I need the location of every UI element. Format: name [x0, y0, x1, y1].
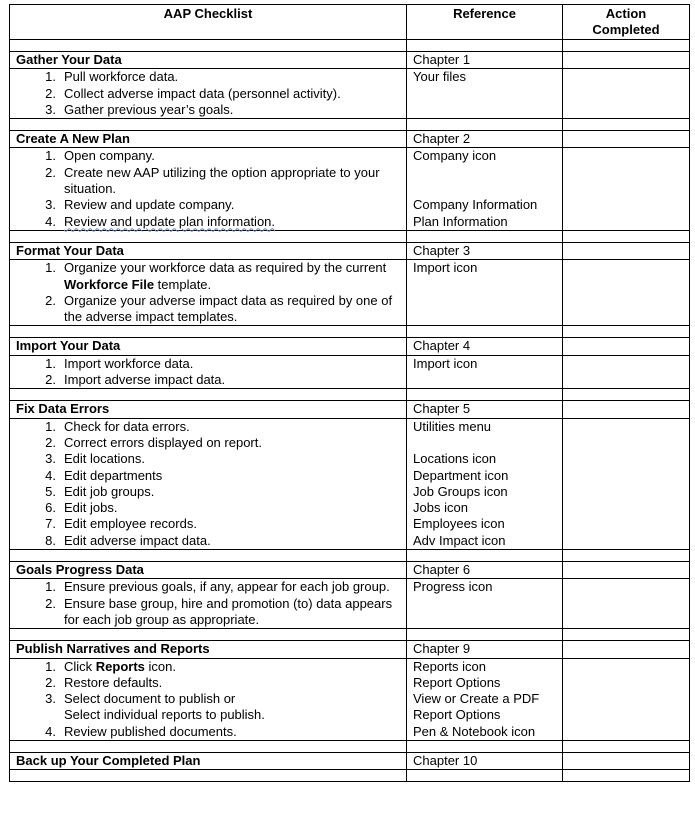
- step-number: 2.: [45, 434, 56, 450]
- chapter-reference: Chapter 4: [407, 338, 563, 355]
- section-title: Format Your Data: [10, 242, 407, 259]
- step-text: Select document to publish or: [64, 691, 236, 707]
- step-text: Restore defaults.: [64, 674, 163, 690]
- section-steps: [10, 355, 407, 389]
- step-item: [16, 468, 400, 484]
- reference-header: Reference: [407, 5, 563, 40]
- section-header-row: [10, 242, 690, 259]
- spacer-row: [10, 629, 690, 641]
- step-text: Click: [64, 658, 96, 674]
- section-steps: [10, 579, 407, 629]
- steps-list: [16, 69, 400, 118]
- action-completed-cell: [563, 401, 690, 418]
- checklist-body: [10, 40, 690, 782]
- step-number: 4.: [45, 213, 56, 229]
- reference-text: Locations icon: [413, 451, 497, 467]
- section-steps: [10, 658, 407, 740]
- step-text-bold: Reports: [95, 658, 145, 674]
- step-number: 1.: [45, 658, 56, 674]
- section-header-row: [10, 338, 690, 355]
- steps-list: [16, 260, 400, 325]
- step-text: Import adverse impact data.: [64, 372, 226, 388]
- section-title: Import Your Data: [10, 338, 407, 355]
- step-item: [16, 691, 400, 724]
- step-text: Ensure base group, hire and promotion (to) data appears for each job group as appropriate.: [64, 595, 393, 627]
- reference-cell: [407, 260, 563, 326]
- reference-text: Your files: [413, 69, 466, 85]
- step-text: template.: [154, 276, 212, 292]
- step-text: Review and update plan information.: [64, 213, 276, 229]
- step-item: [16, 484, 400, 500]
- step-text: Edit adverse impact data.: [64, 532, 211, 548]
- step-item: [16, 500, 400, 516]
- spacer-row: [10, 770, 690, 782]
- action-completed-cell: [563, 658, 690, 740]
- step-text: Collect adverse impact data (personnel activity).: [64, 85, 341, 101]
- section-steps: [10, 69, 407, 119]
- action-completed-cell: [563, 562, 690, 579]
- reference-text: View or Create a PDF: [413, 691, 540, 707]
- reference-cell: [407, 579, 563, 629]
- section-title: Back up Your Completed Plan: [10, 752, 407, 769]
- step-number: 2.: [45, 595, 56, 611]
- step-number: 1.: [45, 148, 56, 164]
- step-item: [16, 165, 400, 198]
- step-number: 3.: [45, 451, 56, 467]
- step-number: 1.: [45, 418, 56, 434]
- step-number: 1.: [45, 69, 56, 85]
- reference-cell: [407, 148, 563, 230]
- header-row: [10, 5, 690, 40]
- step-number: 4.: [45, 467, 56, 483]
- step-text: Pull workforce data.: [64, 69, 179, 85]
- reference-text: Report Options: [413, 674, 501, 690]
- action-completed-cell: [563, 641, 690, 658]
- section-items-row: [10, 260, 690, 326]
- reference-text: Import icon: [413, 260, 478, 276]
- spacer-row: [10, 326, 690, 338]
- step-item: [16, 596, 400, 629]
- section-header-row: [10, 131, 690, 148]
- section-header-row: [10, 752, 690, 769]
- spacer-row: [10, 740, 690, 752]
- chapter-reference: Chapter 3: [407, 242, 563, 259]
- step-number: 2.: [45, 292, 56, 308]
- reference-text: Company Information: [413, 197, 538, 213]
- step-item: [16, 356, 400, 372]
- step-number: 5.: [45, 483, 56, 499]
- chapter-reference: Chapter 2: [407, 131, 563, 148]
- step-item: [16, 579, 400, 595]
- step-number: 2.: [45, 85, 56, 101]
- step-number: 1.: [45, 355, 56, 371]
- reference-cell: [407, 658, 563, 740]
- reference-text: Job Groups icon: [413, 483, 508, 499]
- step-number: 6.: [45, 500, 56, 516]
- section-items-row: [10, 418, 690, 549]
- section-title: Fix Data Errors: [10, 401, 407, 418]
- section-steps: [10, 148, 407, 230]
- step-number: 1.: [45, 260, 56, 276]
- step-item: [16, 675, 400, 691]
- step-text: Correct errors displayed on report.: [64, 434, 262, 450]
- section-items-row: [10, 69, 690, 119]
- action-completed-header: Action Completed: [563, 5, 690, 40]
- step-item: [16, 372, 400, 388]
- section-header-row: [10, 52, 690, 69]
- reference-cell: [407, 355, 563, 389]
- step-text: Organize your workforce data as required by the current: [64, 260, 387, 276]
- step-text: Create new AAP utilizing the option appropriate to your situation.: [64, 164, 380, 197]
- step-item: [16, 293, 400, 326]
- section-header-row: [10, 562, 690, 579]
- step-text: Review and update company.: [64, 197, 235, 213]
- spacer-row: [10, 550, 690, 562]
- step-number: 7.: [45, 516, 56, 532]
- step-text: Ensure previous goals, if any, appear for each job group.: [64, 579, 390, 595]
- step-item: [16, 148, 400, 164]
- checklist-header: AAP Checklist: [10, 5, 407, 40]
- step-number: 3.: [45, 691, 56, 707]
- section-items-row: [10, 658, 690, 740]
- reference-text: Plan Information: [413, 213, 508, 229]
- action-completed-cell: [563, 242, 690, 259]
- action-completed-cell: [563, 69, 690, 119]
- step-text: Edit locations.: [64, 451, 145, 467]
- step-text: Edit departments: [64, 467, 163, 483]
- section-items-row: [10, 579, 690, 629]
- spacer-row: [10, 389, 690, 401]
- step-text: Open company.: [64, 148, 155, 164]
- step-item: [16, 86, 400, 102]
- section-steps: [10, 260, 407, 326]
- action-completed-cell: [563, 355, 690, 389]
- steps-list: [16, 148, 400, 229]
- step-text: Import workforce data.: [64, 355, 194, 371]
- step-item: [16, 435, 400, 451]
- chapter-reference: Chapter 10: [407, 752, 563, 769]
- reference-text: Department icon: [413, 467, 509, 483]
- reference-text: Progress icon: [413, 579, 493, 595]
- step-item: [16, 659, 400, 675]
- step-item: [16, 451, 400, 467]
- action-completed-cell: [563, 338, 690, 355]
- step-text: Check for data errors.: [64, 418, 190, 434]
- reference-text: Jobs icon: [413, 500, 468, 516]
- steps-list: [16, 419, 400, 549]
- step-item: [16, 724, 400, 740]
- reference-cell: [407, 69, 563, 119]
- step-item: [16, 260, 400, 293]
- step-text-bold: Workforce File: [64, 276, 155, 292]
- step-text: Gather previous year’s goals.: [64, 101, 234, 117]
- step-text: Edit employee records.: [64, 516, 197, 532]
- step-number: 2.: [45, 674, 56, 690]
- reference-text: Pen & Notebook icon: [413, 723, 536, 739]
- chapter-reference: Chapter 5: [407, 401, 563, 418]
- step-number: 2.: [45, 372, 56, 388]
- step-text: Select individual reports to publish.: [64, 707, 265, 723]
- steps-list: [16, 579, 400, 628]
- step-item: [16, 516, 400, 532]
- steps-list: [16, 659, 400, 740]
- step-item: [16, 419, 400, 435]
- step-number: 8.: [45, 532, 56, 548]
- section-steps: [10, 418, 407, 549]
- spacer-row: [10, 40, 690, 52]
- action-completed-cell: [563, 52, 690, 69]
- section-title: Gather Your Data: [10, 52, 407, 69]
- step-number: 4.: [45, 723, 56, 739]
- step-item: [16, 533, 400, 549]
- step-number: 3.: [45, 101, 56, 117]
- action-completed-cell: [563, 752, 690, 769]
- reference-text: Report Options: [413, 707, 501, 723]
- section-items-row: [10, 148, 690, 230]
- step-number: 1.: [45, 579, 56, 595]
- chapter-reference: Chapter 6: [407, 562, 563, 579]
- chapter-reference: Chapter 9: [407, 641, 563, 658]
- reference-text: Import icon: [413, 355, 478, 371]
- steps-list: [16, 356, 400, 389]
- step-item: [16, 197, 400, 213]
- step-item: [16, 214, 400, 230]
- action-completed-cell: [563, 579, 690, 629]
- reference-text: Utilities menu: [413, 418, 492, 434]
- reference-cell: [407, 418, 563, 549]
- chapter-reference: Chapter 1: [407, 52, 563, 69]
- spacer-row: [10, 230, 690, 242]
- step-item: [16, 69, 400, 85]
- step-number: 3.: [45, 197, 56, 213]
- action-completed-cell: [563, 131, 690, 148]
- step-text: Edit job groups.: [64, 483, 155, 499]
- step-item: [16, 102, 400, 118]
- aap-checklist-table: [9, 4, 690, 782]
- step-text: Edit jobs.: [64, 500, 118, 516]
- step-text: icon.: [144, 658, 176, 674]
- section-header-row: [10, 641, 690, 658]
- step-number: 2.: [45, 164, 56, 180]
- reference-text: Reports icon: [413, 658, 486, 674]
- action-completed-cell: [563, 148, 690, 230]
- reference-text: Employees icon: [413, 516, 505, 532]
- spacer-row: [10, 119, 690, 131]
- section-title: Create A New Plan: [10, 131, 407, 148]
- action-completed-cell: [563, 418, 690, 549]
- step-text: Review published documents.: [64, 723, 237, 739]
- step-text: Organize your adverse impact data as required by one of the adverse impact templates.: [64, 292, 393, 325]
- reference-text: Company icon: [413, 148, 497, 164]
- reference-text: Adv Impact icon: [413, 532, 506, 548]
- action-completed-cell: [563, 260, 690, 326]
- section-title: Goals Progress Data: [10, 562, 407, 579]
- section-header-row: [10, 401, 690, 418]
- section-items-row: [10, 355, 690, 389]
- section-title: Publish Narratives and Reports: [10, 641, 407, 658]
